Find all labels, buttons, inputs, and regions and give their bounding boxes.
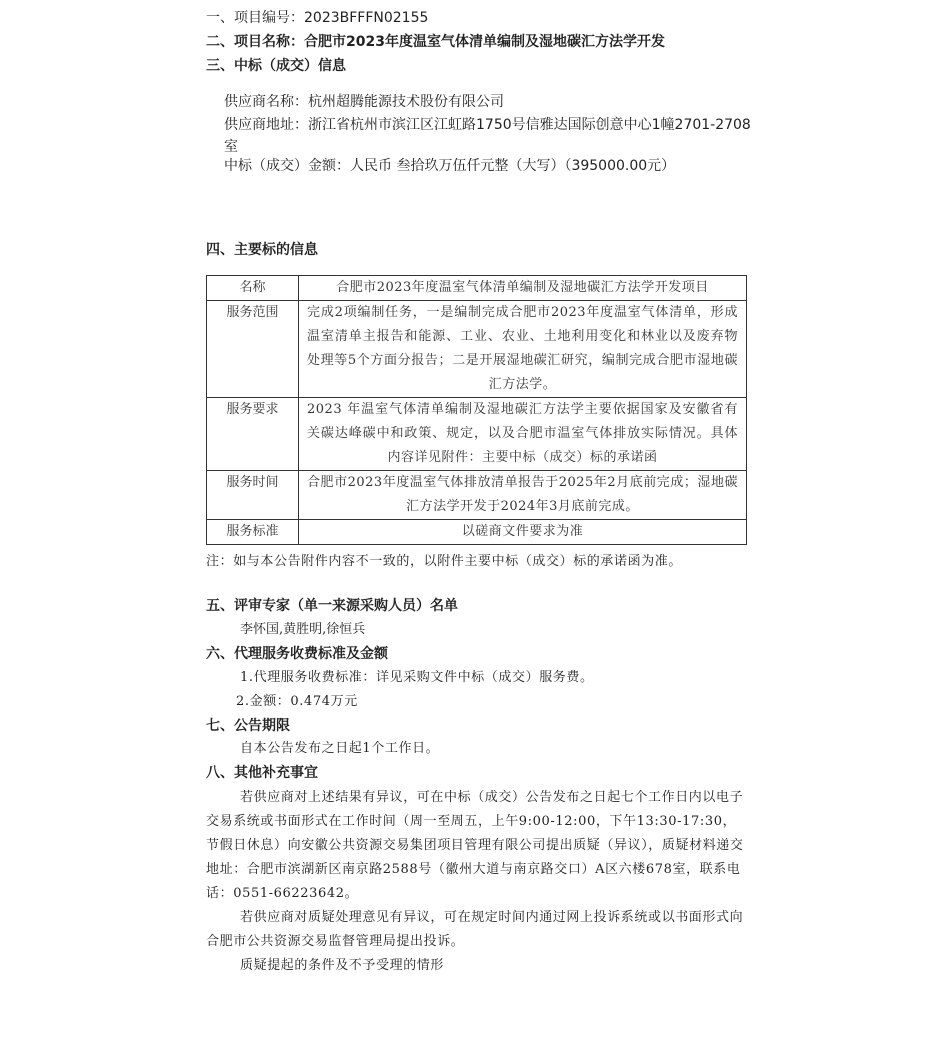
award-amount: 中标（成交）金额：人民币 叁拾玖万伍仟元整（大写）（395000.00元） (224, 158, 676, 174)
section4-heading: 四、主要标的信息 (206, 242, 318, 258)
table-key: 服务时间 (207, 471, 299, 520)
table-note: 注：如与本公告附件内容不一致的，以附件主要中标（成交）标的承诺函为准。 (206, 554, 683, 569)
main-subject-table (206, 275, 747, 545)
objection-text: 若供应商对上述结果有异议，可在中标（成交）公告发布之日起七个工作日内以电子交易系统或书面形式在工作时间（周一至周五，上午9:00-12:00，下午13:30-17:30，节假日休息）向安徽公共资源交易集团项目管理有限公司提出质疑（异议），质疑材料递交地址：合肥市滨湖新区南京路2588号（徽州大道与南京路交口）A区六楼678室，联系电话：0551-66223642。 (206, 790, 744, 901)
table-value: 合肥市2023年度温室气体清单编制及湿地碳汇方法学开发项目 (299, 276, 747, 301)
table-key: 服务要求 (207, 398, 299, 471)
conditions-text: 质疑提起的条件及不予受理的情形 (240, 958, 445, 973)
table-key: 名称 (207, 276, 299, 301)
section7-heading: 七、公告期限 (206, 718, 290, 734)
section5-heading: 五、评审专家（单一来源采购人员）名单 (206, 598, 458, 614)
complaint-text: 若供应商对质疑处理意见有异议，可在规定时间内通过网上投诉系统或以书面形式向合肥市公共资源交易监督管理局提出投诉。 (206, 910, 744, 949)
table-value: 完成2项编制任务，一是编制完成合肥市2023年度温室气体清单，形成温室清单主报告和能源、工业、农业、土地利用变化和林业以及废弃物处理等5个方面分报告；二是开展湿地碳汇研究，编制完成合肥市湿地碳汇方法学。 (299, 301, 747, 398)
notice-period: 自本公告发布之日起1个工作日。 (240, 741, 440, 756)
fee-amount: 2.金额：0.474万元 (236, 694, 358, 709)
table-row (207, 276, 747, 301)
table-value: 以磋商文件要求为准 (299, 520, 747, 545)
project-name: 二、项目名称：合肥市2023年度温室气体清单编制及湿地碳汇方法学开发 (206, 34, 665, 50)
table-row (207, 471, 747, 520)
section8-heading: 八、其他补充事宜 (206, 765, 318, 781)
table-key: 服务范围 (207, 301, 299, 398)
table-value: 2023 年温室气体清单编制及湿地碳汇方法学主要依据国家及安徽省有关碳达峰碳中和政策、规定，以及合肥市温室气体排放实际情况。具体内容详见附件：主要中标（成交）标的承诺函 (299, 398, 747, 471)
supplier-address-text: 供应商地址：浙江省杭州市滨江区江虹路1750号信雅达国际创意中心1幢2701-2708室 (224, 117, 751, 155)
supplier-name: 供应商名称：杭州超腾能源技术股份有限公司 (224, 94, 504, 110)
table-row (207, 301, 747, 398)
conditions-paragraph (206, 954, 746, 978)
award-info-heading: 三、中标（成交）信息 (206, 58, 346, 74)
complaint-paragraph (206, 906, 746, 954)
project-number: 一、项目编号：2023BFFFN02155 (206, 10, 429, 26)
table-value: 合肥市2023年度温室气体排放清单报告于2025年2月底前完成；湿地碳汇方法学开发于2024年3月底前完成。 (299, 471, 747, 520)
expert-list: 李怀国,黄胜明,徐恒兵 (240, 622, 366, 637)
table-row (207, 398, 747, 471)
objection-paragraph (206, 786, 746, 906)
section6-heading: 六、代理服务收费标准及金额 (206, 646, 388, 662)
fee-standard: 1.代理服务收费标准：详见采购文件中标（成交）服务费。 (240, 670, 594, 685)
table-key: 服务标准 (207, 520, 299, 545)
supplier-address (206, 114, 751, 158)
table-row (207, 520, 747, 545)
